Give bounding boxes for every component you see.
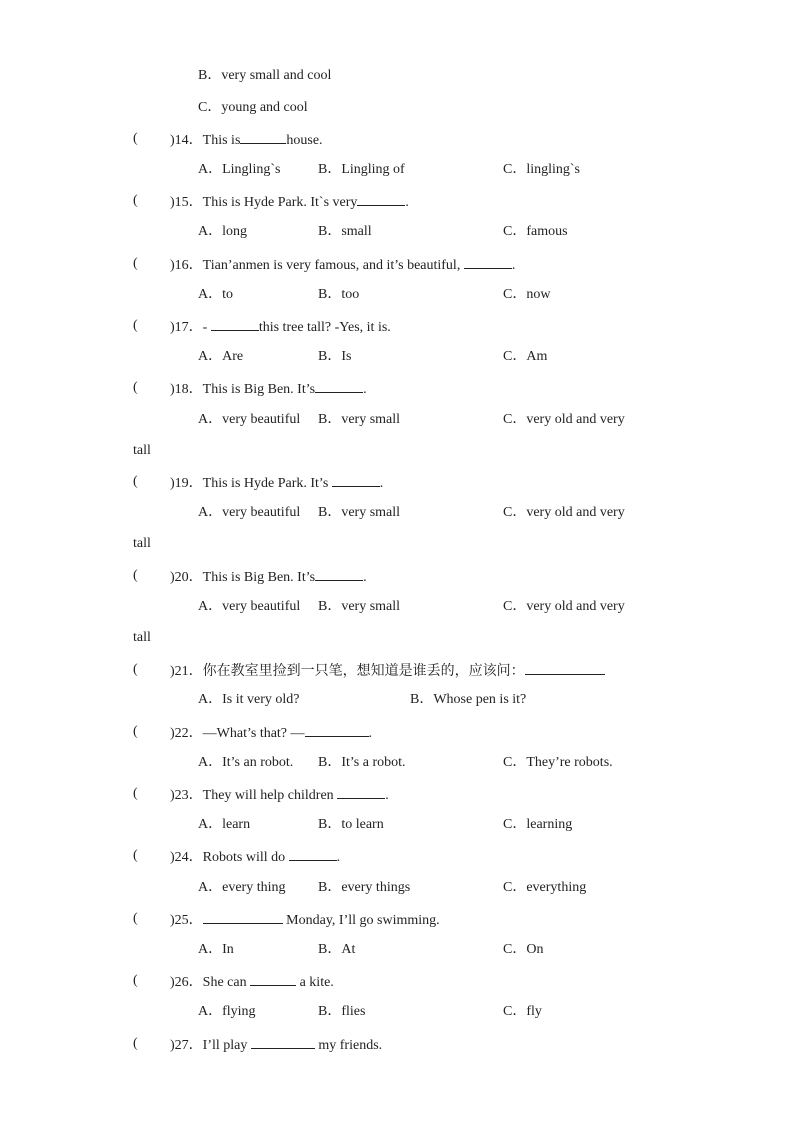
q21-option-a: A．Is it very old? (198, 692, 300, 707)
blank-line (289, 847, 337, 861)
q18-option-c-wrap: tall (133, 443, 151, 458)
q14-option-b: B．Lingling of (318, 162, 405, 177)
q15-option-a: A．long (198, 224, 247, 239)
q16-option-c: C．now (503, 287, 551, 302)
q25-option-a: A．In (198, 942, 234, 957)
answer-paren[interactable]: ( (133, 474, 138, 489)
question-15: )15．This is Hyde Park. It`s very . (170, 192, 409, 212)
q17-option-c: C．Am (503, 349, 548, 364)
q13-option-c: C．young and cool (198, 100, 308, 115)
answer-paren[interactable]: ( (133, 256, 138, 271)
question-21: )21．你在教室里捡到一只笔，想知道是谁丢的，应该问： (170, 661, 605, 681)
q26-option-c: C．fly (503, 1004, 542, 1019)
q19-option-a: A．very beautiful (198, 505, 301, 520)
answer-paren[interactable]: ( (133, 724, 138, 739)
answer-paren[interactable]: ( (133, 318, 138, 333)
question-27: )27．I’ll play my friends. (170, 1035, 382, 1055)
q22-option-c: C．They’re robots. (503, 755, 613, 770)
q18-option-b: B．very small (318, 412, 401, 427)
answer-paren[interactable]: ( (133, 131, 138, 146)
q18-option-c: C．very old and very (503, 412, 625, 427)
q18-option-a: A．very beautiful (198, 412, 301, 427)
q15-option-b: B．small (318, 224, 372, 239)
q14-option-a: A．Lingling`s (198, 162, 281, 177)
blank-line (525, 661, 605, 675)
blank-line (332, 473, 380, 487)
answer-paren[interactable]: ( (133, 848, 138, 863)
question-23: )23．They will help children . (170, 785, 389, 805)
q22-option-b: B．It’s a robot. (318, 755, 406, 770)
answer-paren[interactable]: ( (133, 193, 138, 208)
question-16: )16．Tian’anmen is very famous, and it’s beautiful, . (170, 255, 515, 275)
q23-option-a: A．learn (198, 817, 251, 832)
blank-line (305, 723, 369, 737)
answer-paren[interactable]: ( (133, 380, 138, 395)
answer-paren[interactable]: ( (133, 662, 138, 677)
blank-line (337, 785, 385, 799)
q26-option-a: A．flying (198, 1004, 256, 1019)
q20-option-a: A．very beautiful (198, 599, 301, 614)
q23-option-b: B．to learn (318, 817, 384, 832)
blank-line (211, 317, 259, 331)
blank-line (357, 192, 405, 206)
blank-line (251, 1035, 315, 1049)
question-17: )17．- this tree tall? -Yes, it is. (170, 317, 391, 337)
q24-option-b: B．every things (318, 880, 411, 895)
answer-paren[interactable]: ( (133, 786, 138, 801)
blank-line (464, 255, 512, 269)
q24-option-a: A．every thing (198, 880, 286, 895)
question-20: )20．This is Big Ben. It’s . (170, 567, 367, 587)
question-24: )24．Robots will do . (170, 847, 340, 867)
question-18: )18．This is Big Ben. It’s . (170, 379, 367, 399)
answer-paren[interactable]: ( (133, 1036, 138, 1051)
q17-option-a: A．Are (198, 349, 244, 364)
q20-option-b: B．very small (318, 599, 401, 614)
answer-paren[interactable]: ( (133, 911, 138, 926)
q24-option-c: C．everything (503, 880, 587, 895)
q25-option-c: C．On (503, 942, 544, 957)
q26-option-b: B．flies (318, 1004, 366, 1019)
blank-line (250, 972, 296, 986)
q22-option-a: A．It’s an robot. (198, 755, 294, 770)
question-14: )14．This is house. (170, 130, 323, 150)
q25-option-b: B．At (318, 942, 356, 957)
q17-option-b: B．Is (318, 349, 352, 364)
q13-option-b: B．very small and cool (198, 68, 332, 83)
q19-option-b: B．very small (318, 505, 401, 520)
q23-option-c: C．learning (503, 817, 573, 832)
q20-option-c-wrap: tall (133, 630, 151, 645)
question-19: )19．This is Hyde Park. It’s . (170, 473, 383, 493)
question-22: )22．—What’s that? — . (170, 723, 372, 743)
answer-paren[interactable]: ( (133, 568, 138, 583)
answer-paren[interactable]: ( (133, 973, 138, 988)
q15-option-c: C．famous (503, 224, 568, 239)
q16-option-b: B．too (318, 287, 360, 302)
q14-option-c: C．lingling`s (503, 162, 581, 177)
blank-line (315, 379, 363, 393)
question-26: )26．She can a kite. (170, 972, 334, 992)
blank-line (240, 130, 286, 144)
blank-line (203, 910, 283, 924)
q19-option-c: C．very old and very (503, 505, 625, 520)
q21-option-b: B．Whose pen is it? (410, 692, 527, 707)
q16-option-a: A．to (198, 287, 233, 302)
q20-option-c: C．very old and very (503, 599, 625, 614)
question-25: )25． Monday, I’ll go swimming. (170, 910, 440, 930)
blank-line (315, 567, 363, 581)
q19-option-c-wrap: tall (133, 536, 151, 551)
